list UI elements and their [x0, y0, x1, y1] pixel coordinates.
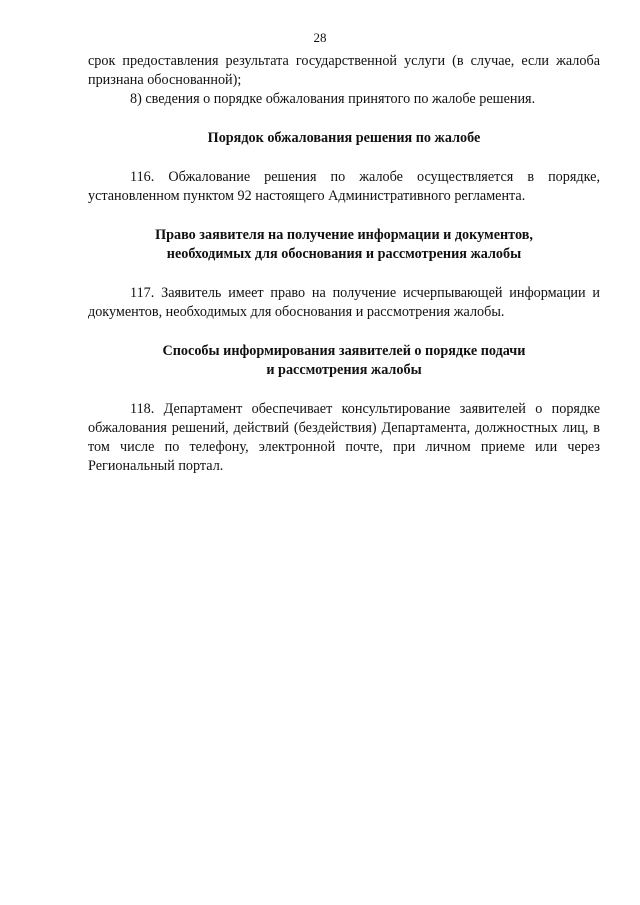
paragraph-118: 118. Департамент обеспечивает консультирование заявителей о порядке обжалования решений, действий (бездействия) Департамента, должностных лиц, в том числе по телефону, электронной почте, при личном приеме или через Региональный портал. [88, 401, 600, 474]
heading-line: Право заявителя на получение информации и документов, [155, 227, 533, 243]
document-body [88, 52, 600, 476]
heading-line: и рассмотрения жалобы [266, 362, 422, 378]
section-heading-informing-methods [88, 342, 600, 380]
paragraph-117: 117. Заявитель имеет право на получение исчерпывающей информации и документов, необходимых для обоснования и рассмотрения жалобы. [88, 285, 600, 320]
section-heading-right-to-information [88, 226, 600, 264]
page-number: 28 [313, 30, 327, 45]
heading-line: Способы информирования заявителей о порядке подачи [162, 343, 526, 359]
section-heading-appeal-procedure: Порядок обжалования решения по жалобе [207, 130, 481, 146]
paragraph-116: 116. Обжалование решения по жалобе осуществляется в порядке, установленном пунктом 92 настоящего Административного регламента. [88, 169, 600, 204]
list-item-8: 8) сведения о порядке обжалования принятого по жалобе решения. [130, 91, 536, 107]
list-item-continuation: срок предоставления результата государственной услуги (в случае, если жалоба признана обоснованной); [88, 53, 600, 88]
heading-line: необходимых для обоснования и рассмотрения жалобы [166, 246, 522, 262]
